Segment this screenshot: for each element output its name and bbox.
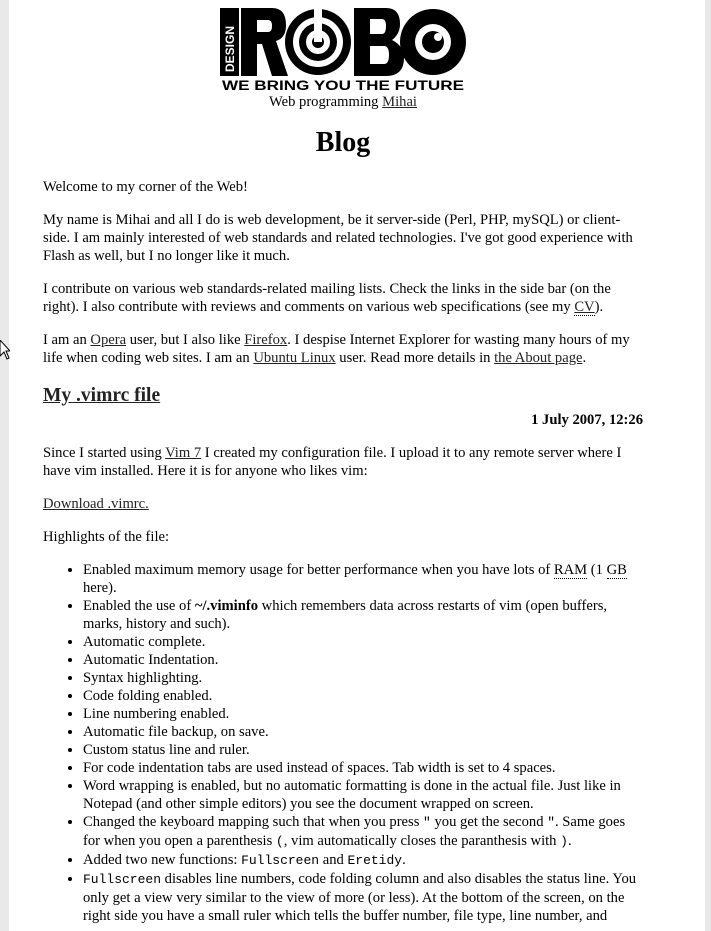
list-item: • Enabled the use of ~/.viminfo which remembers data across restarts of vim (open buffers, marks, history and such). xyxy=(83,597,643,633)
highlights-list xyxy=(43,561,643,925)
ram-abbr: RAM xyxy=(553,562,588,578)
author-link[interactable]: Mihai xyxy=(382,94,417,110)
list-item: • Word wrapping is enabled, but no automatic formatting is done in the actual file. Just like in Notepad (and other simple editors) you see the document wrapped on screen. xyxy=(83,777,643,813)
intro-bio: My name is Mihai and all I do is web development, be it server-side (Perl, PHP, mySQL) or client-side. I am mainly interested of web standards and related technologies. I've got good experience with Flash as well, but I no longer like it much. xyxy=(43,212,633,264)
list-item: • Automatic Indentation. xyxy=(83,651,643,669)
cv-link[interactable]: CV xyxy=(574,299,595,315)
list-item: • For code indentation tabs are used instead of spaces. Tab width is set to 4 spaces. xyxy=(83,759,643,777)
post-title-link[interactable]: My .vimrc file xyxy=(43,385,161,406)
list-item: • Syntax highlighting. xyxy=(83,669,643,687)
intro-welcome: Welcome to my corner of the Web! xyxy=(43,179,248,195)
page-title: Blog xyxy=(315,127,371,158)
subtitle-text: Web programming xyxy=(269,94,379,110)
gb-abbr: GB xyxy=(606,562,627,578)
list-item: • Code folding enabled. xyxy=(83,687,643,705)
svg-text:DESIGN: DESIGN xyxy=(223,25,237,72)
page-content xyxy=(43,8,643,925)
window-left-edge xyxy=(0,0,9,931)
opera-link[interactable]: Opera xyxy=(90,332,127,348)
list-item: • Fullscreen disables line numbers, code folding column and also disables the status line. You only get a view very similar to the view of more (or less). At the bottom of the screen, on the right side you have a small ruler which tells the buffer number, file type, line number, and xyxy=(83,870,643,925)
list-item: • Changed the keyboard mapping such that when you press " you get the second ". Same goes for when you open a parenthesis (, vim automatically closes the paranthesis with ). xyxy=(83,813,643,851)
list-item: • Automatic complete. xyxy=(83,633,643,651)
ubuntu-link[interactable]: Ubuntu Linux xyxy=(253,350,336,366)
svg-text:WE BRING YOU THE FUTURE: WE BRING YOU THE FUTURE xyxy=(222,78,464,92)
window-right-edge xyxy=(705,0,711,931)
download-vimrc-link[interactable]: Download .vimrc. xyxy=(43,496,149,512)
mouse-pointer-icon xyxy=(0,340,10,362)
intro-contribute: I contribute on various web standards-related mailing lists. Check the links in the side bar (on the right). I also contribute with reviews and comments on various web specifications (see my CV). xyxy=(43,281,611,315)
site-header xyxy=(43,8,643,111)
robo-design-logo[interactable] xyxy=(220,8,466,92)
list-item: • Enabled maximum memory usage for better performance when you have lots of RAM (1 GB here). xyxy=(83,561,643,597)
download-paragraph xyxy=(43,495,643,513)
list-item: • Line numbering enabled. xyxy=(83,705,643,723)
post-intro: Since I started using Vim 7 I created my configuration file. I upload it to any remote server where I have vim installed. Here it is for anyone who likes vim: xyxy=(43,445,622,479)
list-item: • Custom status line and ruler. xyxy=(83,741,643,759)
about-page-link[interactable]: the About page xyxy=(494,350,583,366)
list-item: • Automatic file backup, on save. xyxy=(83,723,643,741)
firefox-link[interactable]: Firefox xyxy=(244,332,288,348)
site-subtitle xyxy=(43,93,643,111)
post-title xyxy=(43,385,643,407)
post-date: 1 July 2007, 12:26 xyxy=(531,412,643,428)
highlights-heading: Highlights of the file: xyxy=(43,529,170,545)
list-item: • Added two new functions: Fullscreen and Eretidy. xyxy=(83,851,643,870)
intro-browsers: I am an Opera user, but I also like Firefox. I despise Internet Explorer for wasting many hours of my life when coding web sites. I am an Ubuntu Linux user. Read more details in the About page. xyxy=(43,332,630,366)
vim-link[interactable]: Vim 7 xyxy=(165,445,202,461)
